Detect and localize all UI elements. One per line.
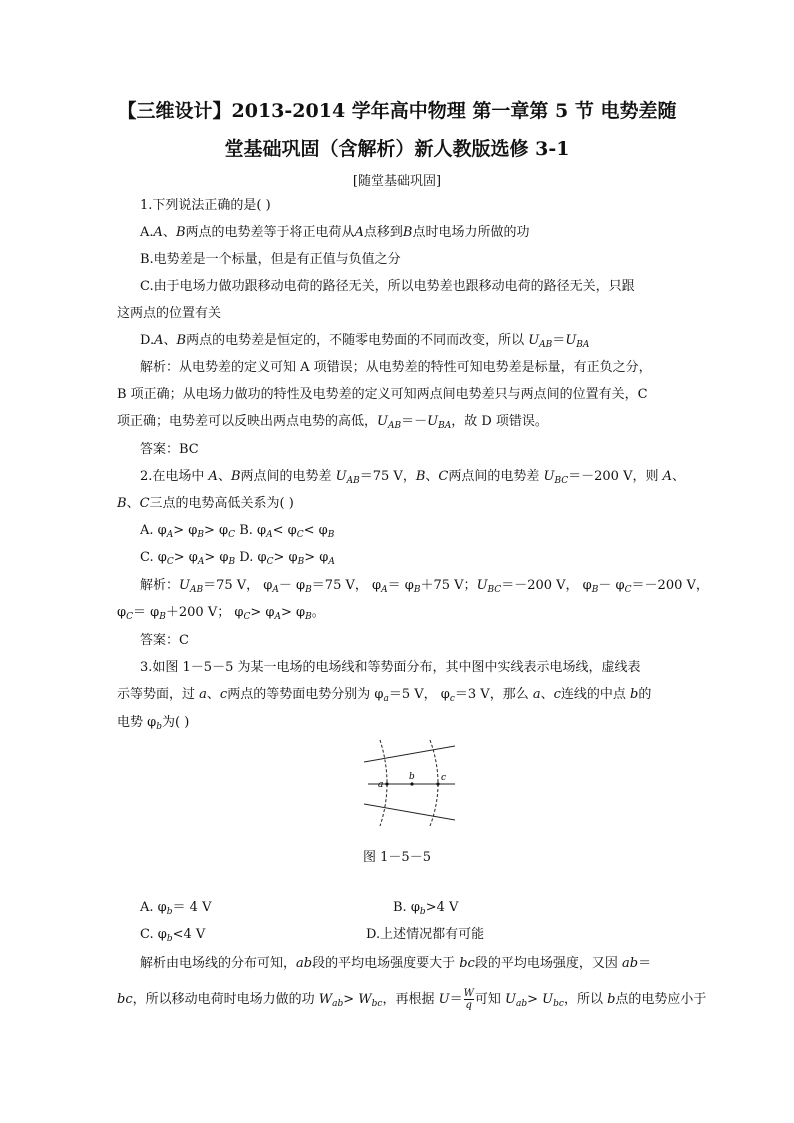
point-b — [410, 782, 413, 785]
document-title-line-2: 堂基础巩固（含解析）新人教版选修 3-1 — [224, 138, 570, 160]
q2-explanation-line1: 解析：$U_{AB}=75$ V， $\varphi_A- \varphi_B=75$ V， $\varphi_A= \varphi_B+75$ V；$U_{BC}=-200$ V， $\varphi_B- \varphi_C=-200$ V， — [140, 578, 709, 595]
q1-answer: 答案：BC — [140, 442, 199, 457]
q3-stem-line1: 3.如图 1－5－5 为某一电场的电场线和等势面分布，其中图中实线表示电场线，虚线表 — [140, 660, 641, 675]
q3-option-a: A. $\varphi_b= 4$ V — [140, 900, 212, 917]
q2-stem-line2: B、C三点的电势高低关系为( ) — [117, 496, 294, 511]
q1-option-a: A.A、B两点的电势差等于将正电荷从A点移到B点时电场力所做的功 — [140, 225, 530, 240]
q3-explanation-line2: bc，所以移动电荷时电场力做的功 $W_{ab}> W_{bc}$，再根据 U＝ $\frac{W}{q}$ 可知 $U_{ab}> U_{bc}$，所以 b点的电势应小于 — [117, 988, 707, 1011]
q1-stem: 1.下列说法正确的是( ) — [140, 198, 271, 213]
label-c: c — [441, 773, 447, 783]
q3-option-d: D.上述情况都有可能 — [366, 927, 485, 942]
point-a — [385, 782, 388, 785]
q2-options-ab: A. $\varphi_A> \varphi_B> \varphi_C$ B. $\varphi_A< \varphi_C< \varphi_B$ — [140, 523, 335, 540]
q3-stem-line3: 电势 $\varphi_b$为( ) — [117, 715, 190, 732]
document-title-line-1: 【三维设计】2013-2014 学年高中物理 第一章第 5 节 电势差随 — [117, 100, 677, 122]
q1-option-c-line1: C.由于电场力做功跟移动电荷的路径无关，所以电势差也跟移动电荷的路径无关，只跟 — [140, 279, 635, 294]
q1-explanation-line2: B 项正确；从电场力做功的特性及电势差的定义可知两点间电势差只与两点间的位置有关，C — [117, 387, 648, 402]
q1-explanation-line3: 项正确；电势差可以反映出两点电势的高低，$U_{AB}=-U_{BA}$，故 D 项错误。 — [117, 414, 548, 431]
q3-stem-line2: 示等势面，过 a、c两点的等势面电势分别为 $\varphi_a=5$ V， $\varphi_c=3$ V，那么 a、c连线的中点 b的 — [117, 687, 652, 704]
q1-option-b: B.电势差是一个标量，但是有正值与负值之分 — [140, 252, 401, 267]
figure-caption: 图 1－5－5 — [363, 850, 431, 865]
q1-explanation-line1: 解析：从电势差的定义可知 A 项错误；从电势差的特性可知电势差是标量，有正负之分， — [140, 360, 652, 375]
fraction-w-over-q: $\frac{W}{q}$ — [463, 988, 474, 1011]
q2-answer: 答案：C — [140, 633, 189, 648]
q3-option-b: B. $\varphi_b>4$ V — [393, 900, 459, 917]
field-line-bottom — [364, 804, 455, 820]
label-a: a — [378, 780, 384, 790]
section-label: [随堂基础巩固] — [352, 174, 442, 189]
q1-option-d: D.A、B两点的电势差是恒定的，不随零电势面的不同而改变，所以 $U_{AB}=U_{BA}$ — [140, 333, 590, 350]
q3-explanation-line1: 解析由电场线的分布可知，ab段的平均电场强度要大于 bc段的平均电场强度，又因 ab＝ — [140, 956, 652, 971]
field-line-top — [364, 746, 455, 762]
q2-explanation-line2: $\varphi_C= \varphi_B+200$ V； $\varphi_C> \varphi_A> \varphi_B$。 — [117, 605, 325, 622]
q3-option-c: C. $\varphi_b<4$ V — [140, 927, 206, 944]
point-c — [436, 782, 439, 785]
field-lines-figure — [360, 738, 460, 828]
q2-stem-line1: 2.在电场中 A、B两点间的电势差 $U_{AB}=75$ V，B、C两点间的电势差 $U_{BC}=-200$ V，则 A、 — [140, 469, 686, 486]
q1-option-c-line2: 这两点的位置有关 — [117, 306, 222, 321]
q2-options-cd: C. $\varphi_C> \varphi_A> \varphi_B$ D. $\varphi_C> \varphi_B> \varphi_A$ — [140, 550, 335, 567]
label-b: b — [409, 772, 415, 782]
